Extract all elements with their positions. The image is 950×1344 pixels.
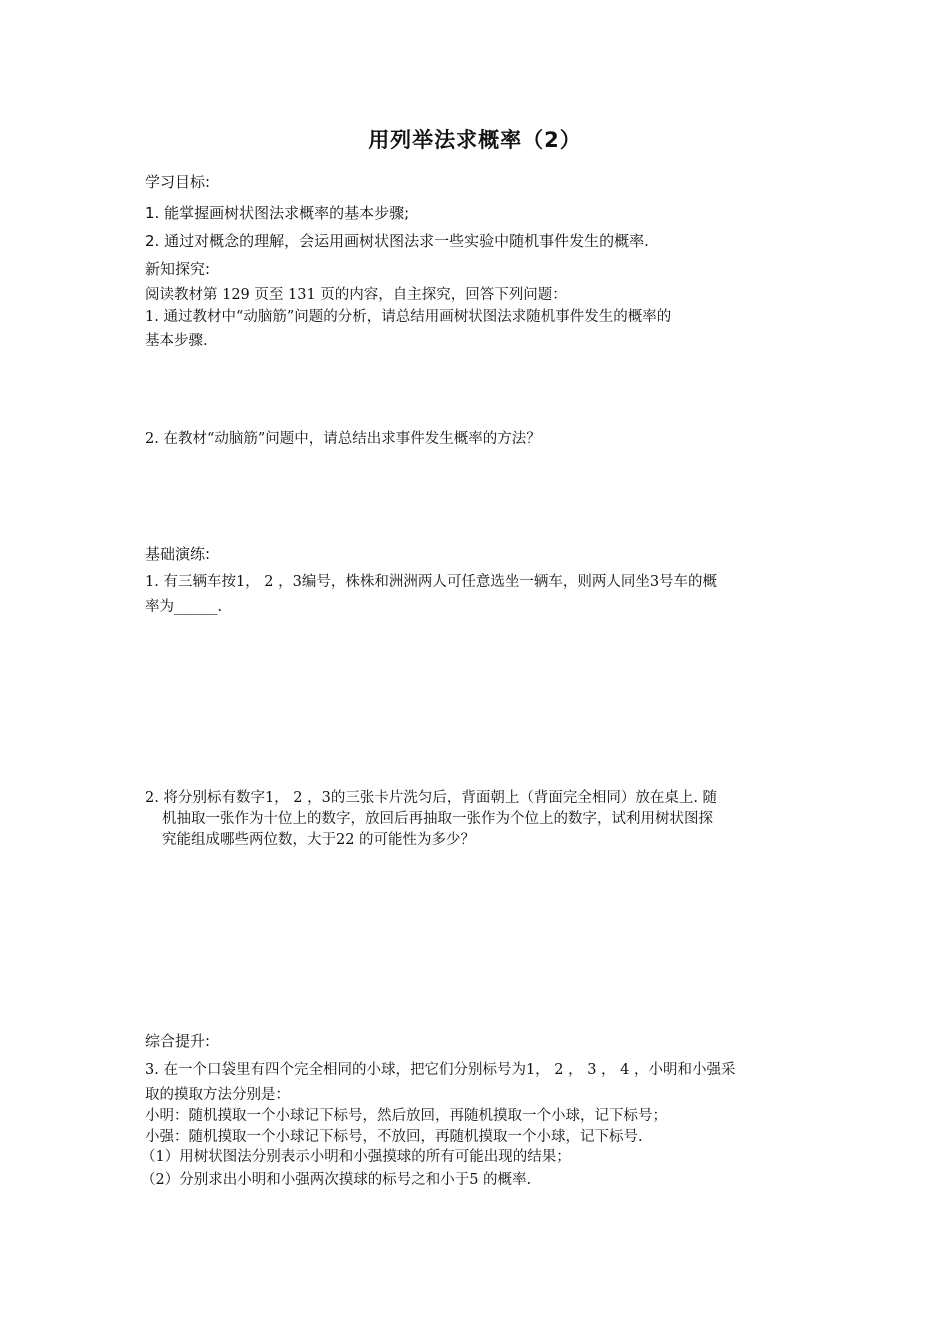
explore-question-1-line-2: 基本步骤. bbox=[145, 333, 208, 349]
basic-question-1-line-1: 1. 有三辆车按1， 2 ，3编号，株株和洲洲两人可任意选坐一辆车，则两人同坐3号车的概 bbox=[145, 574, 718, 590]
sub-question-1: （1）用树状图法分别表示小明和小强摸球的所有可能出现的结果； bbox=[141, 1149, 571, 1165]
advanced-question-3-line-2: 取的摸取方法分别是： bbox=[145, 1087, 290, 1103]
basic-question-2-line-3: 究能组成哪些两位数，大于22 的可能性为多少？ bbox=[162, 832, 476, 848]
explore-intro: 阅读教材第 129 页至 131 页的内容，自主探究，回答下列问题： bbox=[145, 287, 567, 303]
sub-question-2: （2）分别求出小明和小强两次摸球的标号之和小于5 的概率. bbox=[141, 1172, 532, 1188]
xiaoqiang-method: 小强：随机摸取一个小球记下标号，不放回，再随机摸取一个小球，记下标号. bbox=[145, 1129, 643, 1145]
advanced-heading: 综合提升: bbox=[145, 1032, 211, 1050]
goal-item-1: 1. 能掌握画树状图法求概率的基本步骤; bbox=[145, 204, 410, 222]
explore-question-2: 2. 在教材“动脑筋”问题中，请总结出求事件发生概率的方法？ bbox=[145, 431, 541, 447]
basic-heading: 基础演练: bbox=[145, 545, 211, 563]
explore-question-1-line-1: 1. 通过教材中“动脑筋”问题的分析，请总结用画树状图法求随机事件发生的概率的 bbox=[145, 309, 672, 325]
page-title: 用列举法求概率（2） bbox=[368, 128, 582, 152]
basic-question-1-line-2: 率为______. bbox=[145, 599, 223, 615]
goals-heading: 学习目标: bbox=[145, 173, 211, 191]
goal-item-2: 2. 通过对概念的理解，会运用画树状图法求一些实验中随机事件发生的概率. bbox=[145, 232, 649, 250]
explore-heading: 新知探究: bbox=[145, 260, 211, 278]
basic-question-2-line-1: 2. 将分别标有数字1， 2 ，3的三张卡片洗匀后，背面朝上（背面完全相同）放在桌上. 随 bbox=[145, 790, 718, 806]
advanced-question-3-line-1: 3. 在一个口袋里有四个完全相同的小球，把它们分别标号为1， 2 ， 3 ， 4 ，小明和小强采 bbox=[145, 1062, 736, 1078]
xiaoming-method: 小明：随机摸取一个小球记下标号，然后放回，再随机摸取一个小球，记下标号； bbox=[145, 1108, 667, 1124]
basic-question-2-line-2: 机抽取一张作为十位上的数字，放回后再抽取一张作为个位上的数字，试利用树状图探 bbox=[162, 811, 713, 827]
